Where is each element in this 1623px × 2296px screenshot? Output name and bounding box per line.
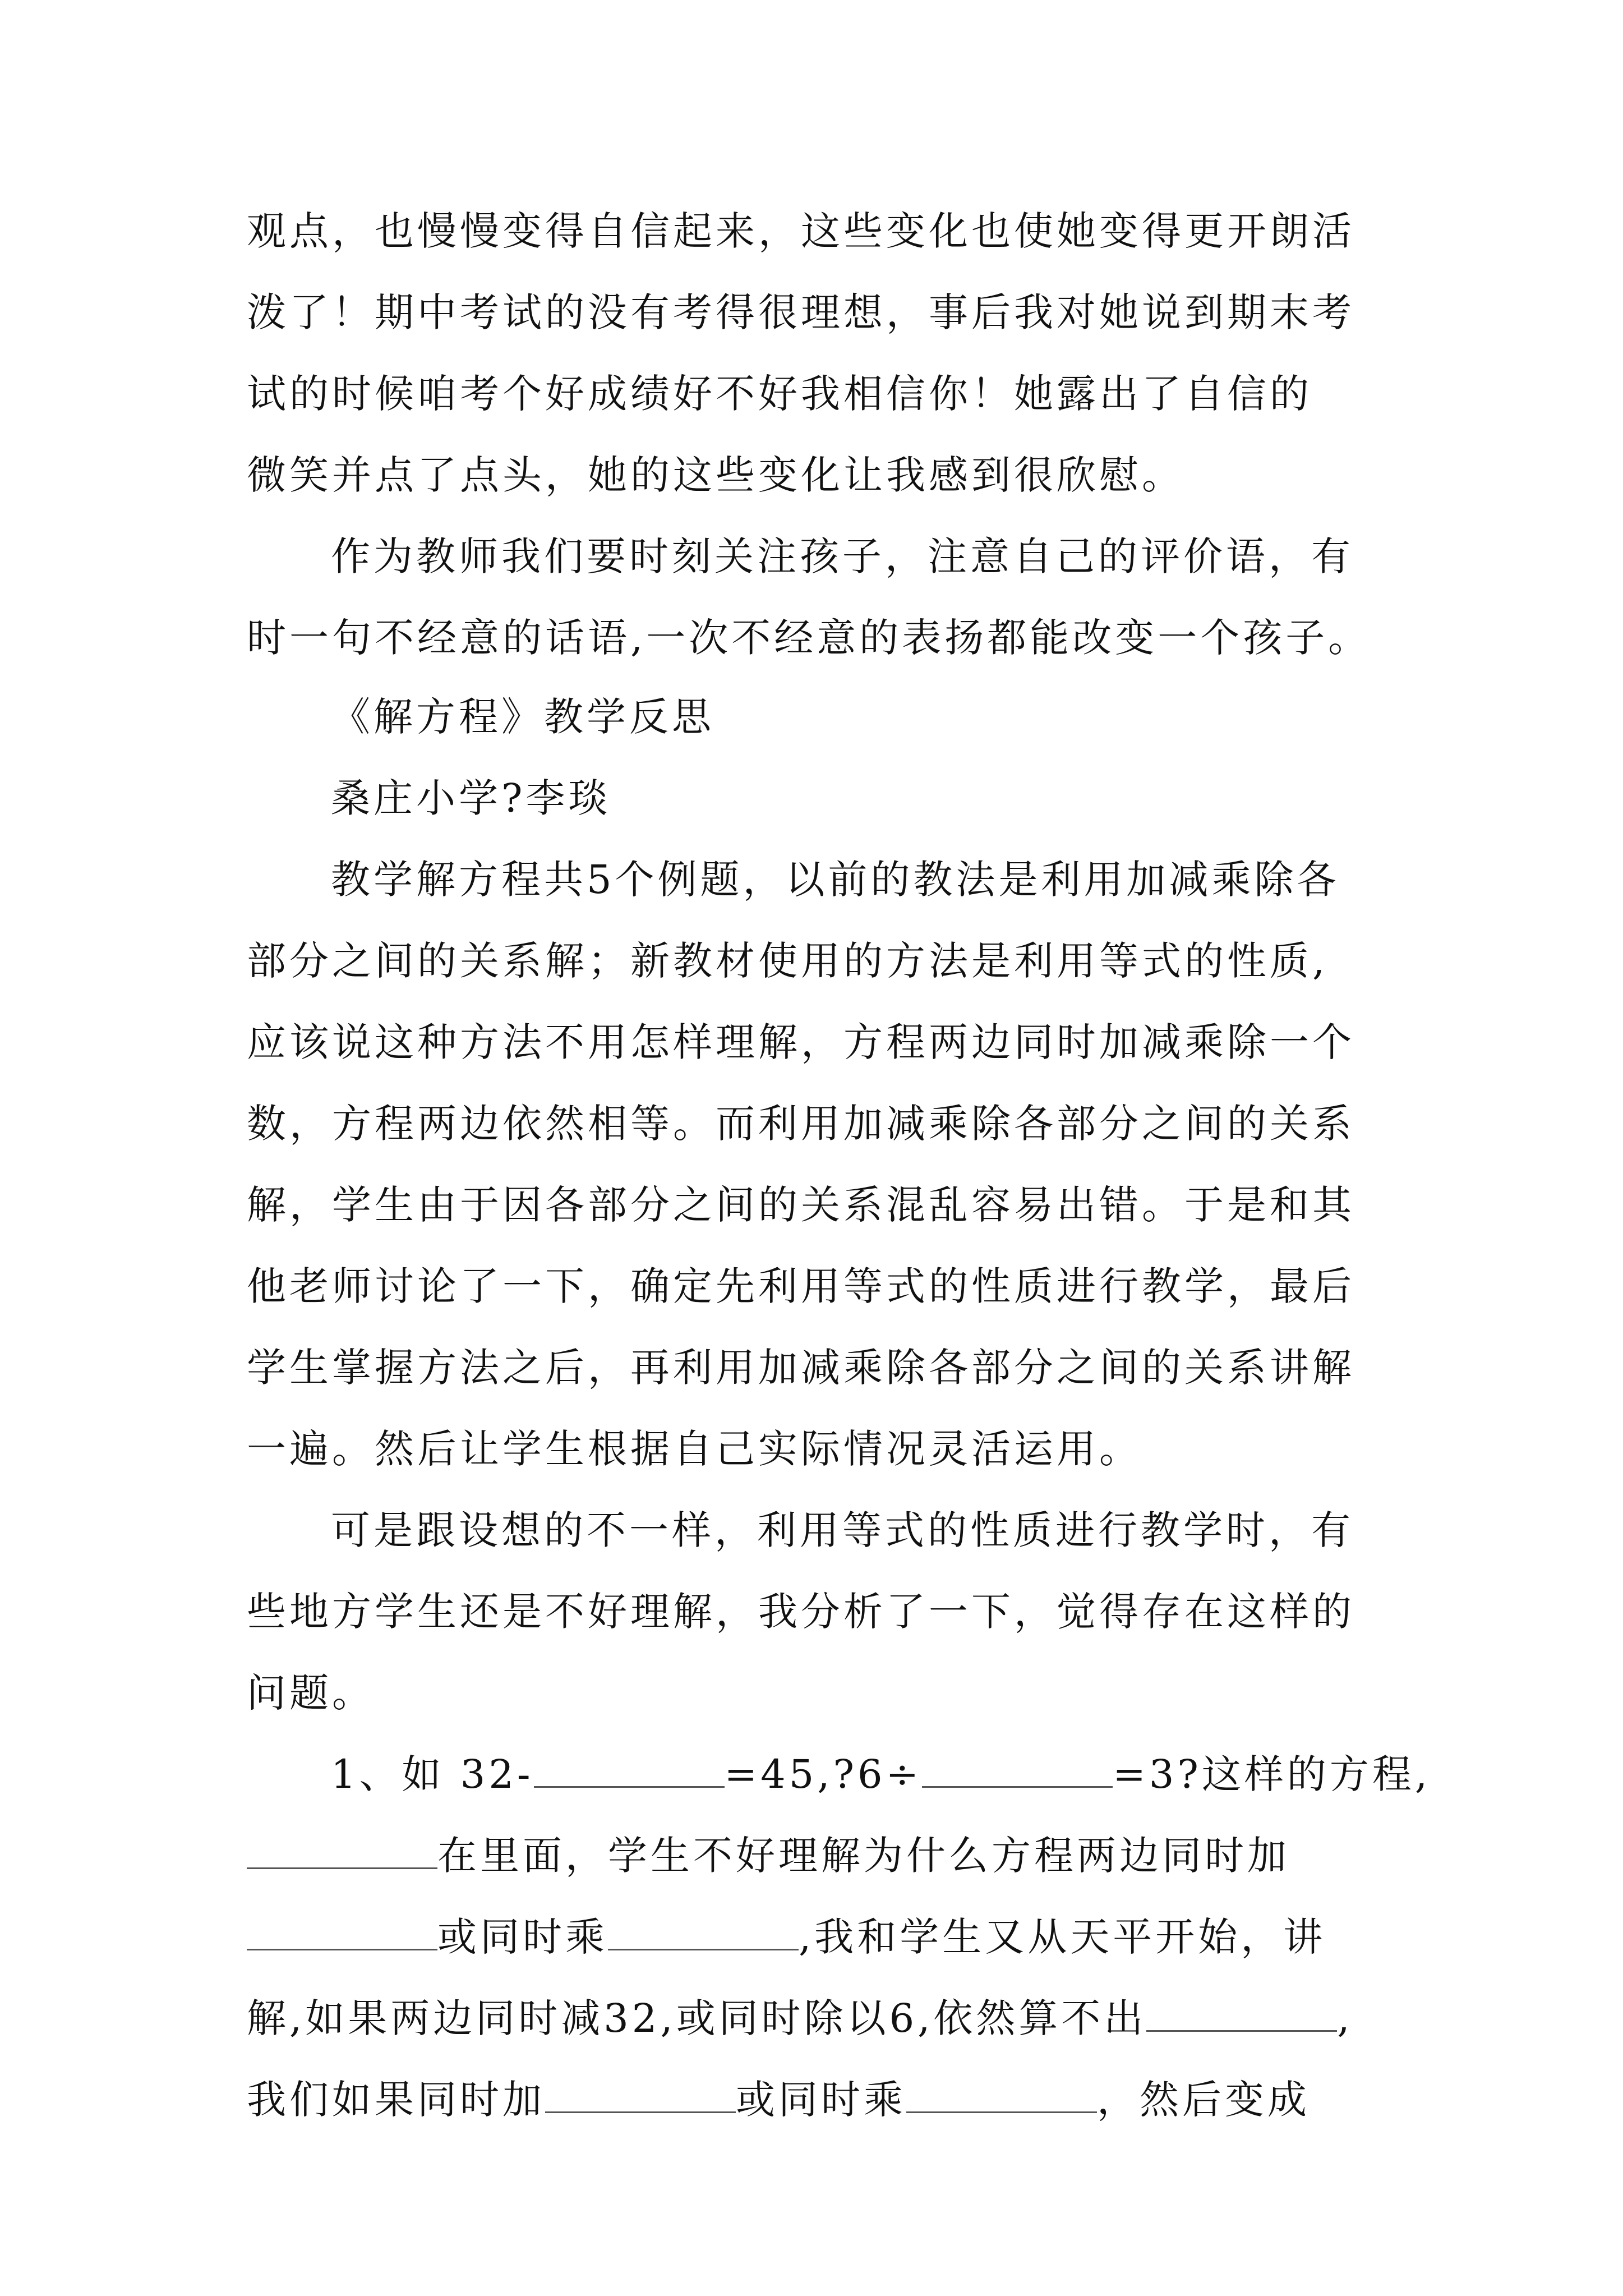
text-fragment: =45,?6÷ xyxy=(724,1751,923,1797)
fill-blank xyxy=(247,1916,437,1950)
item-1-line-1 xyxy=(331,1746,1431,1802)
paragraph-line: 试的时候咱考个好成绩好不好我相信你！她露出了自信的 xyxy=(247,371,1312,417)
fill-blank xyxy=(922,1754,1113,1788)
fill-blank xyxy=(534,1754,725,1788)
text-fragment: 1、如 32- xyxy=(331,1751,534,1797)
paragraph-line: 部分之间的关系解；新教材使用的方法是利用等式的性质, xyxy=(247,938,1329,984)
fill-blank xyxy=(906,2079,1097,2113)
paragraph-line: 泼了！期中考试的没有考得很理想，事后我对她说到期末考 xyxy=(247,289,1355,335)
paragraph-line: 他老师讨论了一下，确定先利用等式的性质进行教学，最后 xyxy=(247,1263,1355,1309)
paragraph-line: 一遍。然后让学生根据自己实际情况灵活运用。 xyxy=(247,1426,1142,1472)
author-line: 桑庄小学?李琰 xyxy=(331,775,611,821)
fill-blank xyxy=(1146,1998,1337,2032)
fill-blank xyxy=(247,1835,437,1869)
paragraph-line: 作为教师我们要时刻关注孩子，注意自己的评价语，有 xyxy=(331,533,1354,579)
fill-blank xyxy=(545,2079,736,2113)
paragraph-line: 应该说这种方法不用怎样理解，方程两边同时加减乘除一个 xyxy=(247,1019,1355,1065)
fill-blank xyxy=(608,1916,799,1950)
paragraph-line: 些地方学生还是不好理解，我分析了一下，觉得存在这样的 xyxy=(247,1589,1355,1635)
text-fragment: 或同时乘 xyxy=(437,1914,608,1960)
item-1-line-2 xyxy=(247,1828,1290,1884)
item-1-line-3 xyxy=(247,1909,1326,1965)
paragraph-line: 解，学生由于因各部分之间的关系混乱容易出错。于是和其 xyxy=(247,1182,1355,1228)
text-fragment: ,我和学生又从天平开始，讲 xyxy=(799,1914,1326,1960)
paragraph-line: 问题。 xyxy=(247,1670,375,1716)
text-fragment: , xyxy=(1337,1995,1353,2041)
paragraph-line: 时一句不经意的话语,一次不经意的表扬都能改变一个孩子。 xyxy=(247,615,1371,661)
paragraph-line: 教学解方程共5个例题，以前的教法是利用加减乘除各 xyxy=(331,857,1340,903)
text-fragment: 解,如果两边同时减32,或同时除以6,依然算不出 xyxy=(247,1995,1147,2041)
paragraph-line: 微笑并点了点头，她的这些变化让我感到很欣慰。 xyxy=(247,452,1184,498)
item-1-line-5 xyxy=(247,2072,1310,2128)
paragraph-line: 学生掌握方法之后，再利用加减乘除各部分之间的关系讲解 xyxy=(247,1345,1355,1391)
text-fragment: =3?这样的方程, xyxy=(1113,1751,1431,1797)
item-1-line-4 xyxy=(247,1990,1353,2046)
text-fragment: 我们如果同时加 xyxy=(247,2077,545,2123)
paragraph-line: 数，方程两边依然相等。而利用加减乘除各部分之间的关系 xyxy=(247,1101,1355,1147)
text-fragment: 在里面，学生不好理解为什么方程两边同时加 xyxy=(437,1833,1290,1879)
paragraph-line: 可是跟设想的不一样，利用等式的性质进行教学时，有 xyxy=(331,1507,1354,1553)
text-fragment: ，然后变成 xyxy=(1097,2077,1310,2123)
text-fragment: 或同时乘 xyxy=(736,2077,906,2123)
paragraph-line: 观点，也慢慢变得自信起来，这些变化也使她变得更开朗活 xyxy=(247,208,1355,254)
section-title: 《解方程》教学反思 xyxy=(331,694,714,740)
